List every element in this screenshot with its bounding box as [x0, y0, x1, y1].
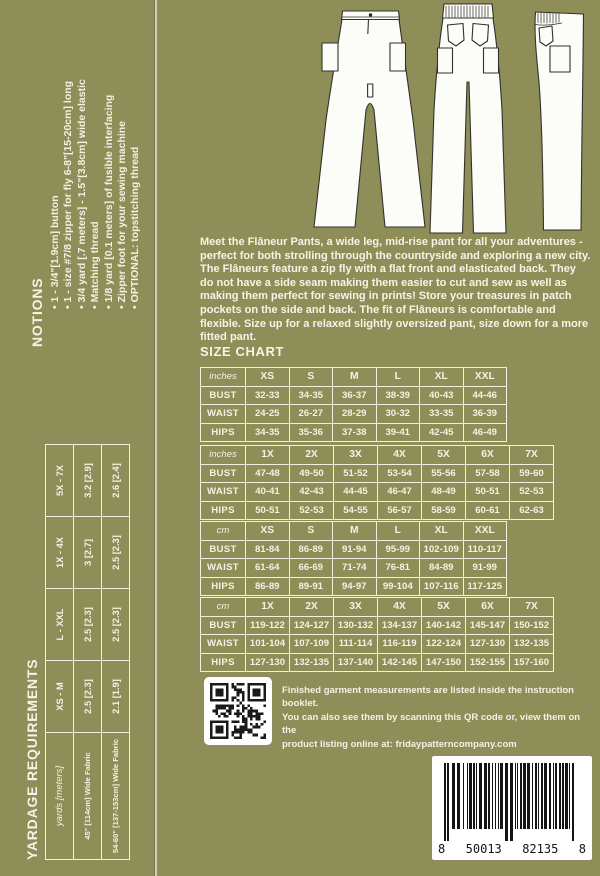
szhead-cell: 5X — [422, 446, 466, 465]
unit-cell: cm — [201, 598, 246, 617]
value-cell: 40-43 — [420, 386, 464, 405]
value-cell: 57-58 — [466, 464, 510, 483]
value-cell: 2.5 [2.3] — [74, 589, 102, 661]
szhead-cell: XS — [246, 522, 290, 541]
table-row — [201, 577, 507, 596]
value-cell: 111-114 — [334, 635, 378, 654]
notion-item: • 1 - 3/4"[1.9cm] button — [49, 63, 62, 309]
size-table-inches-1x-7x — [200, 445, 554, 520]
rowlabel-cell: BUST — [201, 616, 246, 635]
barcode-digit-group: 8 — [578, 842, 586, 856]
szhead-cell: L — [376, 522, 420, 541]
value-cell: 49-50 — [290, 464, 334, 483]
barcode-digits — [438, 842, 586, 856]
unit-cell: inches — [201, 446, 246, 465]
unit-cell: inches — [201, 368, 246, 387]
yardage-requirements-table — [45, 444, 130, 860]
rowlabel-cell: WAIST — [201, 483, 246, 502]
size-table-cm-1x-7x — [200, 597, 554, 672]
value-cell: 102-109 — [420, 540, 464, 559]
szhead-cell: 3X — [334, 598, 378, 617]
qr-code — [204, 677, 272, 745]
rowlabel-cell: BUST — [201, 540, 246, 559]
value-cell: 60-61 — [466, 501, 510, 520]
value-cell: 24-25 — [246, 405, 290, 424]
value-cell: 44-45 — [334, 483, 378, 502]
value-cell: 47-48 — [246, 464, 290, 483]
value-cell: 52-53 — [290, 501, 334, 520]
szhead-cell: 4X — [378, 446, 422, 465]
qr-note-line: You can also see them by scanning this QR code or, view them on the — [282, 711, 581, 737]
barcode-bars — [442, 763, 582, 841]
value-cell: 134-137 — [378, 616, 422, 635]
szhead-cell: M — [333, 522, 377, 541]
rowlabel-cell: BUST — [201, 464, 246, 483]
table-row — [201, 386, 507, 405]
table-row — [201, 464, 554, 483]
table-row — [201, 616, 554, 635]
upc-barcode — [432, 756, 592, 860]
szhead-cell: 3X — [334, 446, 378, 465]
value-cell: 55-56 — [422, 464, 466, 483]
notion-item: • OPTIONAL: topstitching thread — [129, 63, 142, 309]
back-side-pocket-left — [438, 48, 453, 73]
value-cell: 37-38 — [333, 423, 377, 442]
notions-heading: NOTIONS — [29, 277, 45, 347]
elastic-waistband-gathers — [446, 6, 488, 18]
notion-item: • 3/4 yard [.7 meters] - 1.5"[3.8cm] wide elastic — [76, 63, 89, 309]
value-cell: 2.5 [2.3] — [102, 517, 130, 589]
szhead-cell: 1X — [246, 446, 290, 465]
qr-note-text — [282, 684, 586, 751]
value-cell: 99-104 — [376, 577, 420, 596]
value-cell: 140-142 — [422, 616, 466, 635]
value-cell: 58-59 — [422, 501, 466, 520]
value-cell: 145-147 — [466, 616, 510, 635]
table-row — [201, 483, 554, 502]
value-cell: 61-64 — [246, 559, 290, 578]
value-cell: 2.6 [2.4] — [102, 445, 130, 517]
pattern-description: Meet the Flâneur Pants, a wide leg, mid-rise pant for all your adventures - perfect for both strolling through the countryside and exploring a new city. The Flâneurs feature a zip fly with a flat front and elasticated back. They do not have a side seam making them easier to cut and sew as well as making them perfect for sewing in prints! Store your treasures in patch pockets on the side and back. The fit of Flâneurs is comfortable and flexible. Size up for a relaxed slightly oversized pant, size down for a more fitted pant. — [200, 236, 591, 344]
value-cell: 110-117 — [463, 540, 507, 559]
table-row — [201, 522, 507, 541]
back-side-pocket-right — [484, 48, 499, 73]
table-row — [201, 423, 507, 442]
value-cell: 107-109 — [290, 635, 334, 654]
value-cell: 2.5 [2.3] — [102, 589, 130, 661]
szhead-cell: XL — [420, 522, 464, 541]
notion-item: • 1/8 yard [0.1 meters] of fusible interfacing — [103, 63, 116, 309]
rowlabel-cell: HIPS — [201, 577, 246, 596]
value-cell: 66-69 — [289, 559, 333, 578]
qr-note-line: product listing online at: fridaypatterncompany.com — [282, 738, 517, 750]
value-cell: 81-84 — [246, 540, 290, 559]
table-row — [201, 635, 554, 654]
szhead-cell: M — [333, 368, 377, 387]
value-cell: 2.1 [1.9] — [102, 661, 130, 733]
value-cell: 33-35 — [420, 405, 464, 424]
szhead-cell: XL — [420, 368, 464, 387]
fly-stitch-line — [368, 20, 369, 35]
rowlabel-cell: WAIST — [201, 405, 246, 424]
notion-item: • 1 - size #7/8 zipper for fly 6-8"[15-20cm] long — [62, 63, 75, 309]
table-row — [201, 559, 507, 578]
szhead-cell: L - XXL — [46, 589, 74, 661]
value-cell: 48-49 — [422, 483, 466, 502]
szhead-cell: XXL — [463, 522, 507, 541]
szhead-cell: 5X - 7X — [46, 445, 74, 517]
value-cell: 137-140 — [334, 653, 378, 672]
value-cell: 39-41 — [376, 423, 420, 442]
table-row — [102, 445, 130, 860]
size-chart-heading: SIZE CHART — [200, 344, 284, 359]
side-view-back-pocket — [539, 26, 553, 46]
notion-item: • Zipper foot for your sewing machine — [116, 63, 129, 309]
value-cell: 34-35 — [289, 386, 333, 405]
value-cell: 30-32 — [376, 405, 420, 424]
szhead-cell: 2X — [290, 446, 334, 465]
table-row — [201, 368, 507, 387]
yardage-heading: YARDAGE REQUIREMENTS — [24, 658, 40, 860]
value-cell: 32-33 — [246, 386, 290, 405]
table-row — [201, 501, 554, 520]
rowlabel-cell: BUST — [201, 386, 246, 405]
pants-side-view-drawing — [535, 12, 584, 230]
value-cell: 35-36 — [289, 423, 333, 442]
szhead-cell: 1X — [246, 598, 290, 617]
table-row — [74, 445, 102, 860]
pants-front-view-drawing — [314, 11, 425, 227]
qr-note-line: Finished garment measurements are listed inside the instruction booklet. — [282, 685, 574, 710]
rowlabel-cell: HIPS — [201, 423, 246, 442]
value-cell: 101-104 — [246, 635, 290, 654]
size-table-cm-xs-xxl — [200, 521, 507, 596]
rowlabel-cell: WAIST — [201, 559, 246, 578]
value-cell: 107-116 — [420, 577, 464, 596]
value-cell: 28-29 — [333, 405, 377, 424]
notion-item: • Matching thread — [89, 63, 102, 309]
value-cell: 76-81 — [376, 559, 420, 578]
szhead-cell: L — [376, 368, 420, 387]
value-cell: 86-89 — [289, 540, 333, 559]
value-cell: 150-152 — [510, 616, 554, 635]
value-cell: 56-57 — [378, 501, 422, 520]
front-side-pocket-right — [390, 43, 406, 71]
value-cell: 94-97 — [333, 577, 377, 596]
szhead-cell: S — [289, 368, 333, 387]
unit-cell: yards [meters] — [46, 733, 74, 860]
value-cell: 54-55 — [334, 501, 378, 520]
szhead-cell: 5X — [422, 598, 466, 617]
value-cell: 46-47 — [378, 483, 422, 502]
value-cell: 127-130 — [246, 653, 290, 672]
value-cell: 124-127 — [290, 616, 334, 635]
front-side-pocket-left — [322, 43, 338, 71]
value-cell: 152-155 — [466, 653, 510, 672]
value-cell: 42-45 — [420, 423, 464, 442]
szhead-cell: XS - M — [46, 661, 74, 733]
rowlabel-cell: WAIST — [201, 635, 246, 654]
value-cell: 50-51 — [466, 483, 510, 502]
value-cell: 119-122 — [246, 616, 290, 635]
value-cell: 2.5 [2.3] — [74, 661, 102, 733]
szhead-cell: 7X — [510, 598, 554, 617]
szhead-cell: 4X — [378, 598, 422, 617]
value-cell: 3.2 [2.9] — [74, 445, 102, 517]
value-cell: 3 [2.7] — [74, 517, 102, 589]
value-cell: 122-124 — [422, 635, 466, 654]
rowlabel-cell: 54-60" [137-153cm] Wide Fabric — [102, 733, 130, 860]
rowlabel-cell: HIPS — [201, 653, 246, 672]
divider-line — [155, 0, 157, 876]
size-table-inches-xs-xxl — [200, 367, 507, 442]
barcode-digit-group: 8 — [438, 842, 446, 856]
value-cell: 89-91 — [289, 577, 333, 596]
rowlabel-cell: 45" [114cm] Wide Fabric — [74, 733, 102, 860]
szhead-cell: 1X - 4X — [46, 517, 74, 589]
table-row — [201, 405, 507, 424]
waistband-button — [369, 13, 372, 16]
value-cell: 91-94 — [333, 540, 377, 559]
szhead-cell: XXL — [463, 368, 507, 387]
notions-list — [49, 63, 143, 309]
value-cell: 53-54 — [378, 464, 422, 483]
value-cell: 95-99 — [376, 540, 420, 559]
pants-technical-drawings — [293, 0, 593, 240]
notions-section — [29, 63, 153, 347]
value-cell: 127-130 — [466, 635, 510, 654]
value-cell: 132-135 — [510, 635, 554, 654]
yardage-section — [24, 436, 140, 860]
table-row — [201, 540, 507, 559]
barcode-digit-group: 50013 — [465, 842, 502, 856]
value-cell: 34-35 — [246, 423, 290, 442]
value-cell: 46-49 — [463, 423, 507, 442]
szhead-cell: 2X — [290, 598, 334, 617]
value-cell: 62-63 — [510, 501, 554, 520]
szhead-cell: 6X — [466, 598, 510, 617]
value-cell: 157-160 — [510, 653, 554, 672]
szhead-cell: XS — [246, 368, 290, 387]
table-row — [46, 445, 74, 860]
fly-detail — [368, 84, 373, 97]
value-cell: 91-99 — [463, 559, 507, 578]
value-cell: 130-132 — [334, 616, 378, 635]
value-cell: 36-39 — [463, 405, 507, 424]
szhead-cell: S — [289, 522, 333, 541]
value-cell: 40-41 — [246, 483, 290, 502]
table-row — [201, 446, 554, 465]
value-cell: 38-39 — [376, 386, 420, 405]
value-cell: 142-145 — [378, 653, 422, 672]
value-cell: 44-46 — [463, 386, 507, 405]
value-cell: 51-52 — [334, 464, 378, 483]
value-cell: 116-119 — [378, 635, 422, 654]
table-row — [201, 653, 554, 672]
value-cell: 71-74 — [333, 559, 377, 578]
value-cell: 52-53 — [510, 483, 554, 502]
value-cell: 84-89 — [420, 559, 464, 578]
szhead-cell: 7X — [510, 446, 554, 465]
value-cell: 42-43 — [290, 483, 334, 502]
value-cell: 117-125 — [463, 577, 507, 596]
barcode-digit-group: 82135 — [522, 842, 559, 856]
value-cell: 26-27 — [289, 405, 333, 424]
value-cell: 147-150 — [422, 653, 466, 672]
table-row — [201, 598, 554, 617]
szhead-cell: 6X — [466, 446, 510, 465]
pants-back-view-drawing — [430, 4, 506, 233]
unit-cell: cm — [201, 522, 246, 541]
rowlabel-cell: HIPS — [201, 501, 246, 520]
value-cell: 59-60 — [510, 464, 554, 483]
value-cell: 50-51 — [246, 501, 290, 520]
value-cell: 36-37 — [333, 386, 377, 405]
value-cell: 86-89 — [246, 577, 290, 596]
qr-code-pattern — [210, 683, 266, 739]
value-cell: 132-135 — [290, 653, 334, 672]
side-view-patch-pocket — [550, 46, 570, 72]
